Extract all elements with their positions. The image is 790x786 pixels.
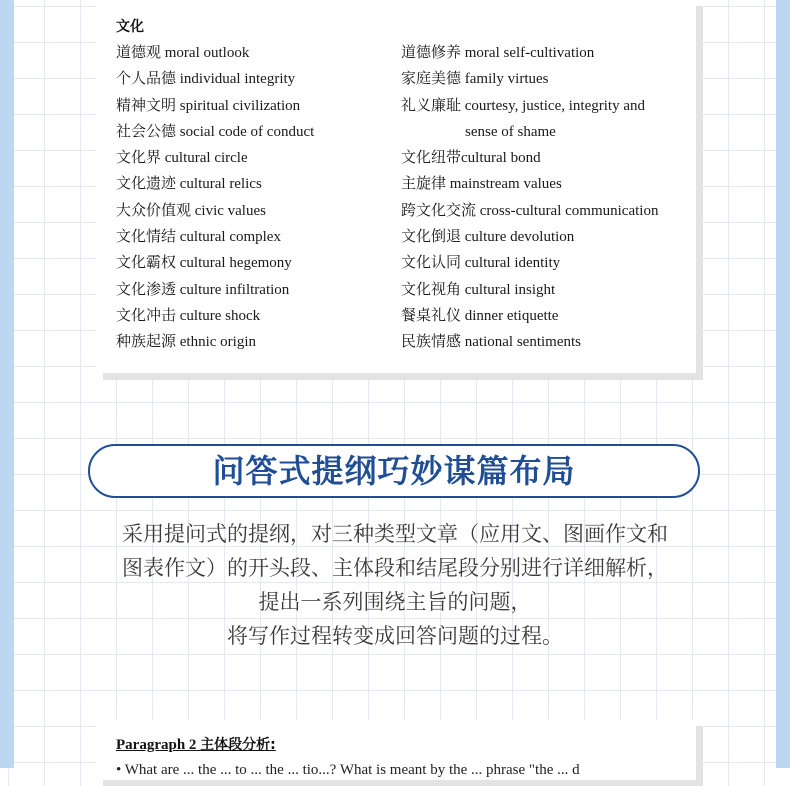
glossary-term: 文化情结 cultural complex <box>116 229 281 246</box>
glossary-right-column <box>401 40 658 356</box>
glossary-term: 社会公德 social code of conduct <box>116 123 315 140</box>
glossary-term: 文化界 cultural circle <box>116 150 248 167</box>
description-line: 提出一系列围绕主旨的问题， <box>258 590 532 614</box>
glossary-term: 礼义廉耻 courtesy, justice, integrity and <box>401 97 645 114</box>
description-line: 将写作过程转变成回答问题的过程。 <box>227 624 563 648</box>
glossary-term: 主旋律 mainstream values <box>401 176 562 193</box>
right-edge-strip <box>776 0 790 768</box>
description-line: 图表作文）的开头段、主体段和结尾段分别进行详细解析， <box>122 556 668 580</box>
glossary-term: 文化视角 cultural insight <box>401 281 556 298</box>
left-edge-strip <box>0 0 14 768</box>
glossary-term: 文化渗透 culture infiltration <box>116 281 290 298</box>
glossary-term-continuation <box>401 119 658 145</box>
paragraph-title-en: Paragraph 2 <box>116 737 197 753</box>
paragraph-title <box>116 734 276 754</box>
glossary-term: 文化霸权 cultural hegemony <box>116 255 292 272</box>
glossary-term-continuation-text: sense of shame <box>465 123 556 140</box>
glossary-left-column <box>116 40 314 356</box>
section-description <box>60 517 730 653</box>
glossary-term: 民族情感 national sentiments <box>401 334 581 351</box>
paragraph-card <box>96 720 696 780</box>
description-line: 采用提问式的提纲，对三种类型文章（应用文、图画作文和 <box>122 522 668 546</box>
glossary-term: 道德观 moral outlook <box>116 45 250 61</box>
glossary-term: 个人品德 individual integrity <box>116 71 296 88</box>
glossary-term: 文化认同 cultural identity <box>401 255 561 272</box>
section-heading: 问答式提纲巧妙谋篇布局 <box>212 452 576 490</box>
glossary-term: 文化纽带cultural bond <box>401 150 541 167</box>
glossary-term: 跨文化交流 cross-cultural communication <box>401 202 659 219</box>
paragraph-title-cn: 主体段分析: <box>200 737 276 753</box>
glossary-term: 精神文明 spiritual civilization <box>116 97 301 114</box>
section-heading-banner <box>88 444 700 498</box>
glossary-term: 家庭美德 family virtues <box>401 71 549 88</box>
glossary-term: 文化遗迹 cultural relics <box>116 176 262 193</box>
glossary-term: 文化倒退 culture devolution <box>401 229 575 246</box>
glossary-term: 种族起源 ethnic origin <box>116 334 256 351</box>
glossary-term: 文化冲击 culture shock <box>116 307 261 324</box>
paragraph-question-line: • What are ... the ... to ... the ... tio...? What is meant by the ... phrase "the ... d <box>116 762 580 778</box>
glossary-card <box>96 0 696 373</box>
glossary-term: 餐桌礼仪 dinner etiquette <box>401 307 559 324</box>
glossary-term: 道德修养 moral self-cultivation <box>401 45 595 61</box>
glossary-title: 文化 <box>116 19 144 35</box>
glossary-term: 大众价值观 civic values <box>116 202 266 219</box>
